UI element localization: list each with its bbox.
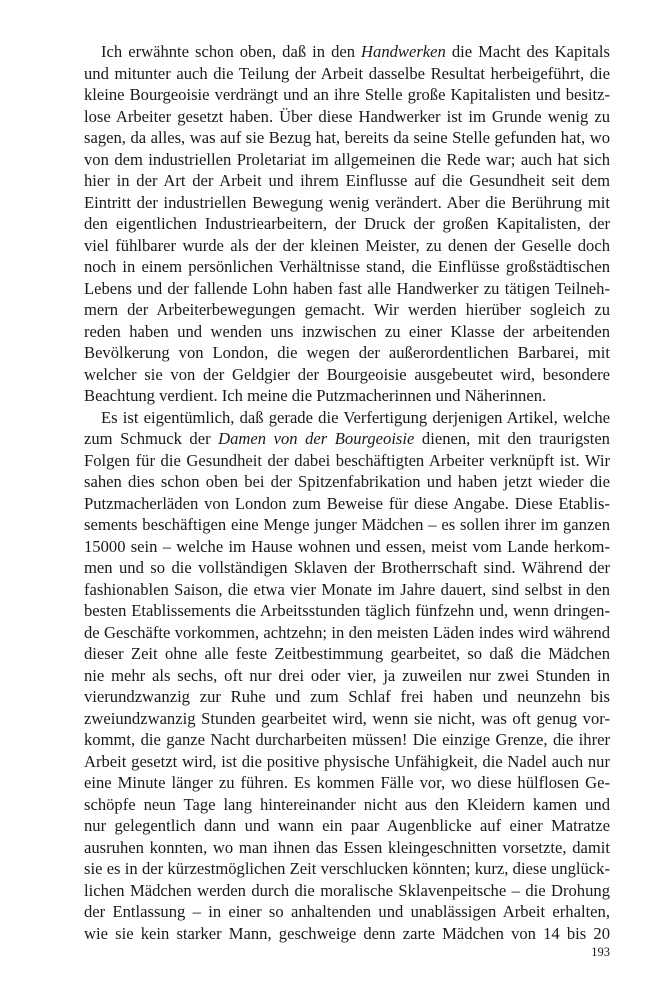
- text-line: wie sie kein starker Mann, geschweige denn zarte Mädchen von 14 bis 20: [84, 923, 610, 943]
- text-line: Lebens und der fallende Lohn haben fast alle Handwerker zu tätigen Teilneh-: [84, 278, 610, 298]
- text-line: ausruhen konnten, wo man ihnen das Essen kleingeschnitten vorsetzte, damit: [84, 837, 610, 857]
- text-line: welcher sie von der Geldgier der Bourgeoisie ausgebeutet wird, besondere: [84, 364, 610, 384]
- text-line: fashionablen Saison, die etwa vier Monate im Jahre dauert, sind selbst in den: [84, 579, 610, 599]
- text-line: schöpfe neun Tage lang hintereinander nicht aus den Kleidern kamen und: [84, 794, 610, 814]
- text-line: Bevölkerung von London, die wegen der außerordentlichen Barbarei, mit: [84, 343, 610, 362]
- text-line: Folgen für die Gesundheit der dabei beschäftigten Arbeiter verknüpft ist. Wir: [84, 450, 610, 470]
- text-line: von dem industriellen Proletariat im allgemeinen die Rede war; auch hat sich: [84, 149, 610, 169]
- paragraph: [84, 407, 610, 945]
- text-line: Putzmacherläden von London zum Beweise für diese Angabe. Diese Etablis-: [84, 493, 610, 513]
- paragraph: [84, 41, 610, 407]
- text-line: Eintritt der industriellen Bewegung wenig verändert. Aber die Berührung mit: [84, 192, 610, 212]
- text-line: kleine Bourgeoisie verdrängt und an ihre Stelle große Kapitalisten und besitz-: [84, 85, 610, 104]
- text-line: sie es in der kürzestmöglichen Zeit verschlucken könnten; kurz, diese unglück-: [84, 859, 610, 878]
- text-line: reden haben und wenden uns inzwischen zu einer Klasse der arbeitenden: [84, 321, 610, 341]
- text-line: viel fühlbarer wurde als der der kleinen Meister, zu denen der Geselle doch: [84, 235, 610, 255]
- text-line: noch in einem persönlichen Verhältnisse stand, die Einflüsse großstädtischen: [84, 257, 610, 276]
- body-text: [84, 41, 610, 944]
- text-line: Arbeit gesetzt wird, ist die positive physische Unfähigkeit, die Nadel auch nur: [84, 751, 610, 771]
- text-line: hier in der Art der Arbeit und ihrem Einflusse auf die Gesundheit seit dem: [84, 171, 610, 190]
- text-line: zum Schmuck der Damen von der Bourgeoisie dienen, mit den traurigsten: [84, 429, 610, 448]
- text-line: zweiundzwanzig Stunden gearbeitet wird, wenn sie nicht, was oft genug vor-: [84, 708, 610, 728]
- text-line: de Geschäfte vorkommen, achtzehn; in den meisten Läden indes wird während: [84, 622, 610, 642]
- text-line: mern der Arbeiterbewegungen gemacht. Wir werden hierüber sogleich zu: [84, 300, 610, 319]
- text-line: sements beschäftigen eine Menge junger Mädchen – es sollen ihrer im ganzen: [84, 515, 610, 534]
- text-line: dieser Zeit ohne alle feste Zeitbestimmung gearbeitet, so daß die Mädchen: [84, 644, 610, 663]
- text-line: sahen dies schon oben bei der Spitzenfabrikation und haben jetzt wieder die: [84, 472, 610, 491]
- emphasis: Damen von der Bourgeoisie: [218, 429, 415, 448]
- text-line: eine Minute länger zu führen. Es kommen Fälle vor, wo diese hülflosen Ge-: [84, 773, 610, 792]
- text-line: Beachtung verdient. Ich meine die Putzmacherinnen und Näherinnen.: [84, 386, 547, 405]
- text-line: men und so die vollständigen Sklaven der Brotherrschaft sind. Während der: [84, 558, 610, 577]
- text-line: nie mehr als sechs, oft nur drei oder vier, ja zuweilen nur zwei Stunden in: [84, 665, 610, 685]
- text-line: und mitunter auch die Teilung der Arbeit dasselbe Resultat herbeigeführt, die: [84, 63, 610, 83]
- text-line: den eigentlichen Industriearbeitern, der Druck der großen Kapitalisten, der: [84, 214, 610, 233]
- page-number: 193: [591, 945, 610, 959]
- text-line: lichen Mädchen werden durch die moralische Sklavenpeitsche – die Drohung: [84, 880, 610, 900]
- text-line: lose Arbeiter gesetzt haben. Über diese Handwerker ist im Grunde wenig zu: [84, 106, 610, 126]
- text-line: Es ist eigentümlich, daß gerade die Verfertigung derjenigen Artikel, welche: [101, 407, 610, 427]
- text-line: sagen, da alles, was auf sie Bezug hat, bereits da seine Stelle gefunden hat, wo: [84, 128, 610, 147]
- text-line: nur gelegentlich dann und wann ein paar Augenblicke auf einer Matratze: [84, 816, 610, 835]
- text-line: besten Etablissements die Arbeitsstunden täglich fünfzehn und, wenn dringen-: [84, 601, 610, 620]
- text-line: 15000 sein – welche im Hause wohnen und essen, meist vom Lande herkom-: [84, 536, 610, 556]
- text-line: Ich erwähnte schon oben, daß in den Handwerken die Macht des Kapitals: [101, 42, 610, 61]
- text-line: kommt, die ganze Nacht durcharbeiten müssen! Die einzige Grenze, die ihrer: [84, 730, 610, 749]
- emphasis: Handwerken: [361, 42, 446, 61]
- text-line: vierundzwanzig zur Ruhe und zum Schlaf frei haben und neunzehn bis: [84, 687, 610, 706]
- text-line: der Entlassung – in einer so anhaltenden und unablässigen Arbeit erhalten,: [84, 902, 610, 921]
